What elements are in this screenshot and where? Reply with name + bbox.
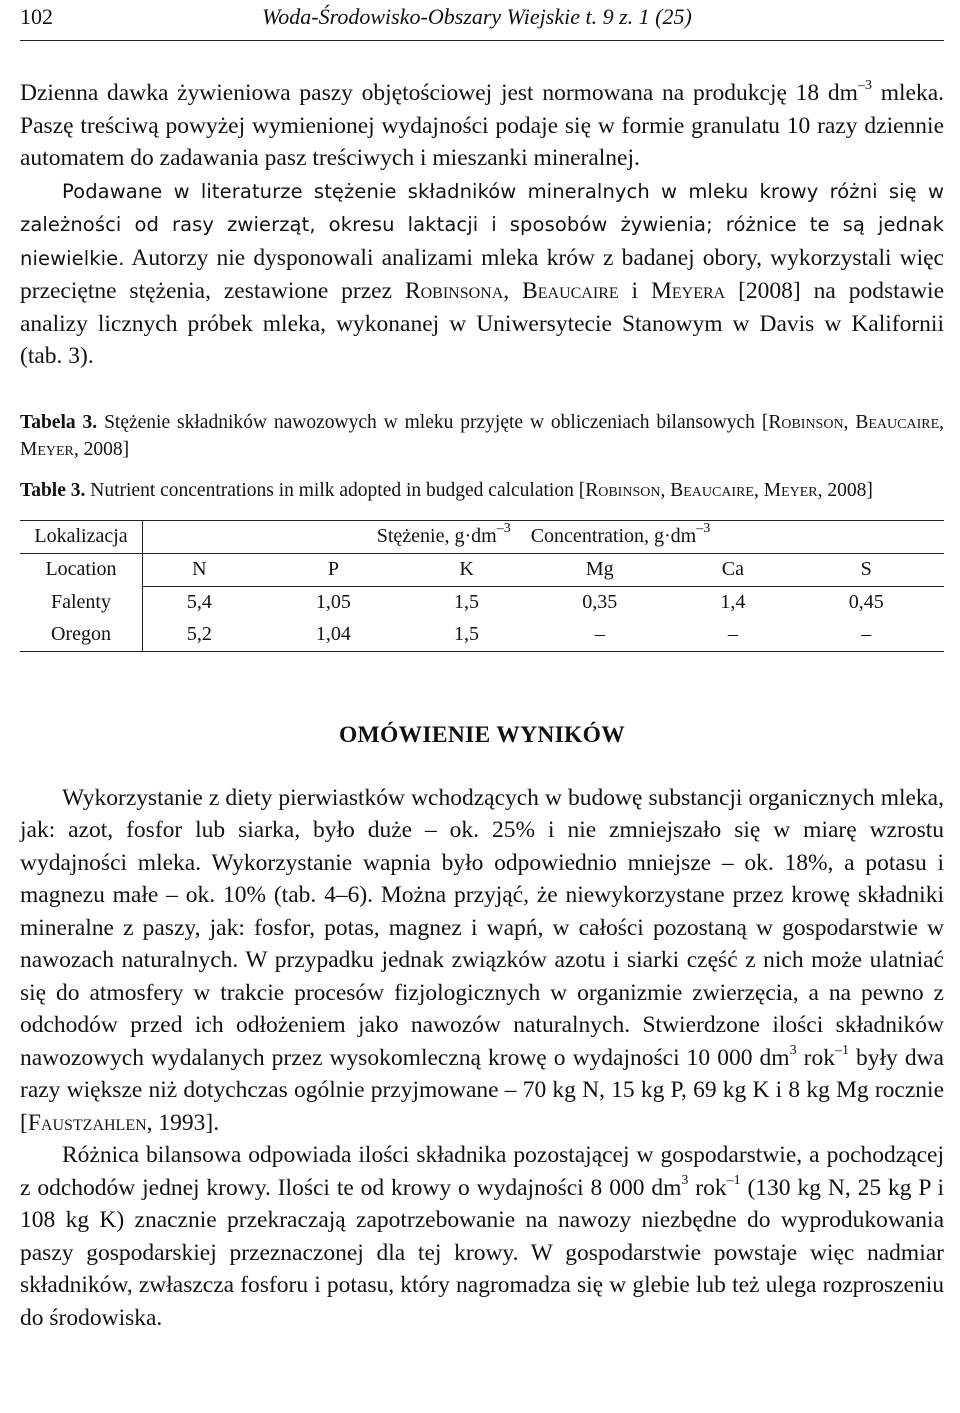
paragraph-literature: Podawane w literaturze stężenie składników mineralnych w mleku krowy różni się w zależności od rasy zwierząt, okresu laktacji i sposobów żywienia; różnice te są jednak niewielkie. Autorzy nie dysponowali analizami mleka krów z badanej obory, wykorzystali więc przeciętne stężenia, zestawione przez Robinsona, Beaucaire i Meyera [2008] na podstawie analizy licznych próbek mleka, wykonanej w Uniwersytecie Stanowym w Davis w Kalifornii (tab. 3). — [20, 179, 945, 369]
cell: – — [522, 619, 677, 652]
table-row — [20, 619, 944, 652]
header-location-pl: Lokalizacja — [20, 520, 143, 553]
table-row — [20, 586, 944, 619]
paragraph-balance: Różnica bilansowa odpowiada ilości składnika pozostającej w gospodarstwie, a pochodzącej z odchodów jednej krowy. Ilości te od krowy o wydajności 8 000 $dm^3$ rok$^{-1}$ (130 kg N, 25 kg P i 108 kg K) znacznie przekraczają zapotrzebowanie na nawozy niezbędne do wyprodukowania paszy gospodarskiej przeznaczonej dla tej krowy. W gospodarstwie powstaje więc nadmiar składników, zwłaszcza fosforu i potasu, który nagromadza się w glebie lub też ulega rozproszeniu do środowiska. — [20, 1142, 944, 1331]
cell: 5,4 — [186, 591, 212, 613]
row-label: Oregon — [20, 619, 143, 652]
header-location-en: Location — [20, 553, 143, 586]
cell: 1,4 — [720, 591, 746, 613]
nutrient-table — [20, 520, 944, 652]
cell: 0,35 — [582, 591, 618, 613]
cell: 1,5 — [454, 591, 480, 613]
cell: 5,2 — [143, 619, 256, 652]
cell: – — [788, 619, 944, 652]
sans-passage: Podawane w literaturze stężenie składników mineralnych w mleku krowy różni się w zależności od rasy zwierząt, okresu laktacji i sposobów żywienia; różnice te są jednak niewielkie. — [20, 179, 944, 270]
running-header — [20, 0, 944, 41]
col-n: N — [143, 553, 256, 586]
header-concentration: Stężenie, $g\cdot dm^{-3}$ Concentration, $g\cdot dm^{-3}$ — [143, 520, 945, 553]
page — [20, 0, 944, 1334]
section-title: OMÓWIENIE WYNIKÓW — [338, 721, 626, 748]
col-ca: Ca — [677, 553, 788, 586]
paragraph-results: Wykorzystanie z diety pierwiastków wchodzących w budowę substancji organicznych mleka, jak: azot, fosfor lub siarka, było duże – ok. 25% i nie zmniejszało się w miarę wzrostu wydajności mleka. Wykorzystanie wapnia było odpowiednio mniejsze – ok. 18%, a potasu i magnezu małe – ok. 10% (tab. 4–6). Można przyjąć, że niewykorzystane przez krowę składniki mineralne z paszy, jak: fosfor, potas, magnez i wapń, w całości pozostaną w gospodarstwie w nawozach naturalnych. W przypadku jednak związków azotu i siarki część z nich może ulatniać się do atmosfery w trakcie procesów fizjologicznych w organizmie zwierzęcia, a na pewno z odchodów przed ich odłożeniem jako nawozów naturalnych. Stwierdzone ilości składników nawozowych wydalanych przez wysokomleczną krowę o wydajności 10 000 $dm^3$ rok$^{-1}$ były dwa razy większe niż dotychczas ogólnie przyjmowane – 70 kg N, 15 kg P, 69 kg K i 8 kg Mg rocznie [Faustzahlen, 1993]. — [20, 784, 944, 1136]
cell: 1,04 — [256, 619, 411, 652]
row-label: Falenty — [20, 586, 143, 619]
cell: 0,45 — [848, 591, 884, 613]
cell: 1,05 — [315, 591, 351, 613]
col-p: P — [256, 553, 411, 586]
page-number: 102 — [20, 4, 53, 29]
col-mg: Mg — [522, 553, 677, 586]
journal-title: Woda-Środowisko-Obszary Wiejskie t. 9 z. 1 (25) — [262, 4, 692, 29]
cell: – — [677, 619, 788, 652]
col-k: K — [411, 553, 522, 586]
table-caption-pl: Tabela 3. Stężenie składników nawozowych w mleku przyjęte w obliczeniach bilansowych [Robinson, Beaucaire, Meyer, 2008] — [20, 411, 944, 460]
cell: 1,5 — [411, 619, 522, 652]
col-s: S — [788, 553, 944, 586]
table-caption-en: Table 3. Nutrient concentrations in milk adopted in budged calculation [Robinson, Beaucaire, Meyer, 2008] — [20, 479, 873, 501]
paragraph-feed-dose: Dzienna dawka żywieniowa paszy objętościowej jest normowana na produkcję 18 $dm^{-3}$ mleka. Paszę treściwą powyżej wymienionej wydajności podaje się w formie granulatu 10 razy dziennie automatem do zadawania pasz treściwych i mieszanki mineralnej. — [20, 78, 944, 171]
